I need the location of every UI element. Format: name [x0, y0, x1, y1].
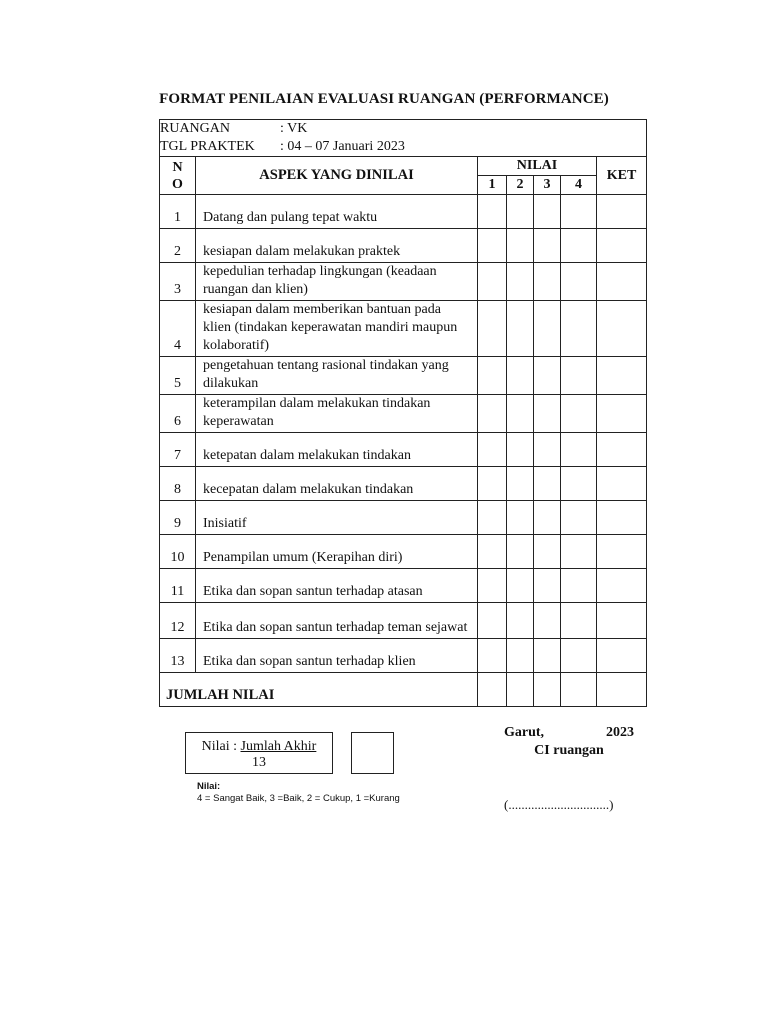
ruangan-line	[160, 120, 646, 138]
ket-cell[interactable]	[597, 639, 647, 673]
header-no-line2: O	[172, 176, 183, 192]
row-number: 5	[160, 357, 196, 395]
ket-cell[interactable]	[597, 229, 647, 263]
score-cell-2[interactable]	[507, 357, 534, 395]
header-score-2: 2	[507, 176, 534, 195]
row-aspek: ketepatan dalam melakukan tindakan	[196, 433, 478, 467]
header-score-4: 4	[561, 176, 597, 195]
row-aspek: kesiapan dalam memberikan bantuan pada klien (tindakan keperawatan mandiri maupun kolaboratif)	[196, 301, 478, 357]
score-cell-2[interactable]	[507, 569, 534, 603]
ket-cell[interactable]	[597, 603, 647, 639]
row-number: 6	[160, 395, 196, 433]
tgl-value: : 04 – 07 Januari 2023	[280, 139, 405, 154]
score-cell-4[interactable]	[561, 467, 597, 501]
score-cell-4[interactable]	[561, 229, 597, 263]
score-cell-4[interactable]	[561, 395, 597, 433]
table-row	[160, 357, 647, 395]
score-cell-1[interactable]	[478, 535, 507, 569]
ket-cell[interactable]	[597, 301, 647, 357]
score-cell-2[interactable]	[507, 395, 534, 433]
row-aspek: Inisiatif	[196, 501, 478, 535]
header-no	[160, 157, 196, 195]
score-cell-1[interactable]	[478, 501, 507, 535]
ket-cell[interactable]	[597, 195, 647, 229]
score-cell-2[interactable]	[507, 229, 534, 263]
row-aspek: kesiapan dalam melakukan praktek	[196, 229, 478, 263]
row-aspek: keterampilan dalam melakukan tindakan keperawatan	[196, 395, 478, 433]
score-cell-2[interactable]	[507, 603, 534, 639]
score-cell-2[interactable]	[507, 535, 534, 569]
table-row	[160, 195, 647, 229]
header-score-3: 3	[534, 176, 561, 195]
header-ket: KET	[597, 157, 647, 195]
score-cell-2[interactable]	[507, 195, 534, 229]
header-nilai: NILAI	[478, 157, 597, 176]
row-number: 10	[160, 535, 196, 569]
score-cell-4[interactable]	[561, 195, 597, 229]
signature-year: 2023	[606, 725, 634, 740]
signature-role: CI ruangan	[534, 743, 604, 758]
row-aspek: kepedulian terhadap lingkungan (keadaan ruangan dan klien)	[196, 263, 478, 301]
tgl-line	[160, 138, 646, 156]
ket-cell[interactable]	[597, 535, 647, 569]
nilai-formula-box	[185, 732, 333, 774]
header-row-1	[160, 157, 647, 176]
score-cell-1[interactable]	[478, 467, 507, 501]
score-cell-1[interactable]	[478, 569, 507, 603]
score-cell-1[interactable]	[478, 301, 507, 357]
score-cell-3[interactable]	[534, 195, 561, 229]
row-aspek: Datang dan pulang tepat waktu	[196, 195, 478, 229]
score-cell-1[interactable]	[478, 433, 507, 467]
score-cell-4[interactable]	[561, 357, 597, 395]
total-row	[160, 673, 647, 707]
table-row	[160, 639, 647, 673]
row-number: 7	[160, 433, 196, 467]
score-cell-3[interactable]	[534, 569, 561, 603]
score-cell-3[interactable]	[534, 357, 561, 395]
total-score-cell-1[interactable]	[478, 673, 507, 707]
table-row	[160, 501, 647, 535]
table-row	[160, 535, 647, 569]
score-cell-3[interactable]	[534, 603, 561, 639]
ket-cell[interactable]	[597, 263, 647, 301]
score-cell-4[interactable]	[561, 569, 597, 603]
row-aspek: pengetahuan tentang rasional tindakan yang dilakukan	[196, 357, 478, 395]
table-row	[160, 603, 647, 639]
row-number: 8	[160, 467, 196, 501]
nilai-denominator: 13	[252, 755, 266, 770]
table-row	[160, 263, 647, 301]
score-cell-3[interactable]	[534, 639, 561, 673]
legend	[197, 781, 400, 805]
total-ket-cell[interactable]	[597, 673, 647, 707]
score-cell-3[interactable]	[534, 395, 561, 433]
score-cell-4[interactable]	[561, 603, 597, 639]
ket-cell[interactable]	[597, 467, 647, 501]
score-cell-1[interactable]	[478, 229, 507, 263]
score-cell-3[interactable]	[534, 229, 561, 263]
row-number: 11	[160, 569, 196, 603]
score-cell-4[interactable]	[561, 301, 597, 357]
evaluation-table	[159, 119, 647, 707]
legend-title: Nilai:	[197, 781, 221, 792]
info-row	[160, 120, 647, 157]
row-aspek: Etika dan sopan santun terhadap atasan	[196, 569, 478, 603]
score-cell-1[interactable]	[478, 395, 507, 433]
total-score-cell-3[interactable]	[534, 673, 561, 707]
total-score-cell-4[interactable]	[561, 673, 597, 707]
table-row	[160, 395, 647, 433]
score-cell-3[interactable]	[534, 301, 561, 357]
score-cell-3[interactable]	[534, 433, 561, 467]
final-score-box[interactable]	[351, 732, 394, 774]
score-cell-1[interactable]	[478, 639, 507, 673]
score-cell-4[interactable]	[561, 501, 597, 535]
total-score-cell-2[interactable]	[507, 673, 534, 707]
row-aspek: Penampilan umum (Kerapihan diri)	[196, 535, 478, 569]
score-cell-1[interactable]	[478, 263, 507, 301]
table-row	[160, 433, 647, 467]
score-cell-2[interactable]	[507, 501, 534, 535]
score-cell-1[interactable]	[478, 357, 507, 395]
table-row	[160, 569, 647, 603]
header-score-1: 1	[478, 176, 507, 195]
ket-cell[interactable]	[597, 433, 647, 467]
ket-cell[interactable]	[597, 395, 647, 433]
row-number: 13	[160, 639, 196, 673]
score-cell-2[interactable]	[507, 301, 534, 357]
score-cell-4[interactable]	[561, 263, 597, 301]
score-cell-3[interactable]	[534, 501, 561, 535]
table-row	[160, 301, 647, 357]
signature-city: Garut,	[504, 725, 545, 740]
row-number: 9	[160, 501, 196, 535]
score-cell-3[interactable]	[534, 263, 561, 301]
score-cell-3[interactable]	[534, 467, 561, 501]
score-cell-3[interactable]	[534, 535, 561, 569]
score-cell-4[interactable]	[561, 535, 597, 569]
row-aspek: kecepatan dalam melakukan tindakan	[196, 467, 478, 501]
score-cell-1[interactable]	[478, 603, 507, 639]
row-aspek: Etika dan sopan santun terhadap teman sejawat	[196, 603, 478, 639]
header-no-line1: N	[172, 159, 183, 175]
ket-cell[interactable]	[597, 357, 647, 395]
nilai-numerator: Jumlah Akhir	[240, 739, 317, 754]
table-row	[160, 229, 647, 263]
header-aspek: ASPEK YANG DINILAI	[196, 157, 478, 195]
total-label: JUMLAH NILAI	[160, 673, 478, 707]
nilai-prefix: Nilai :	[201, 739, 241, 754]
ruangan-label: RUANGAN	[160, 121, 230, 136]
row-number: 3	[160, 263, 196, 301]
score-cell-4[interactable]	[561, 433, 597, 467]
row-number: 12	[160, 603, 196, 639]
ket-cell[interactable]	[597, 569, 647, 603]
page-title: FORMAT PENILAIAN EVALUASI RUANGAN (PERFORMANCE)	[159, 91, 609, 107]
ruangan-value: : VK	[280, 121, 308, 136]
row-number: 1	[160, 195, 196, 229]
ket-cell[interactable]	[597, 501, 647, 535]
tgl-label: TGL PRAKTEK	[160, 139, 255, 154]
legend-text: 4 = Sangat Baik, 3 =Baik, 2 = Cukup, 1 =Kurang	[197, 793, 400, 804]
table-row	[160, 467, 647, 501]
score-cell-4[interactable]	[561, 639, 597, 673]
score-cell-2[interactable]	[507, 263, 534, 301]
row-aspek: Etika dan sopan santun terhadap klien	[196, 639, 478, 673]
score-cell-2[interactable]	[507, 467, 534, 501]
score-cell-2[interactable]	[507, 433, 534, 467]
score-cell-1[interactable]	[478, 195, 507, 229]
row-number: 2	[160, 229, 196, 263]
signature-line: (...............................)	[504, 797, 614, 812]
score-cell-2[interactable]	[507, 639, 534, 673]
row-number: 4	[160, 301, 196, 357]
